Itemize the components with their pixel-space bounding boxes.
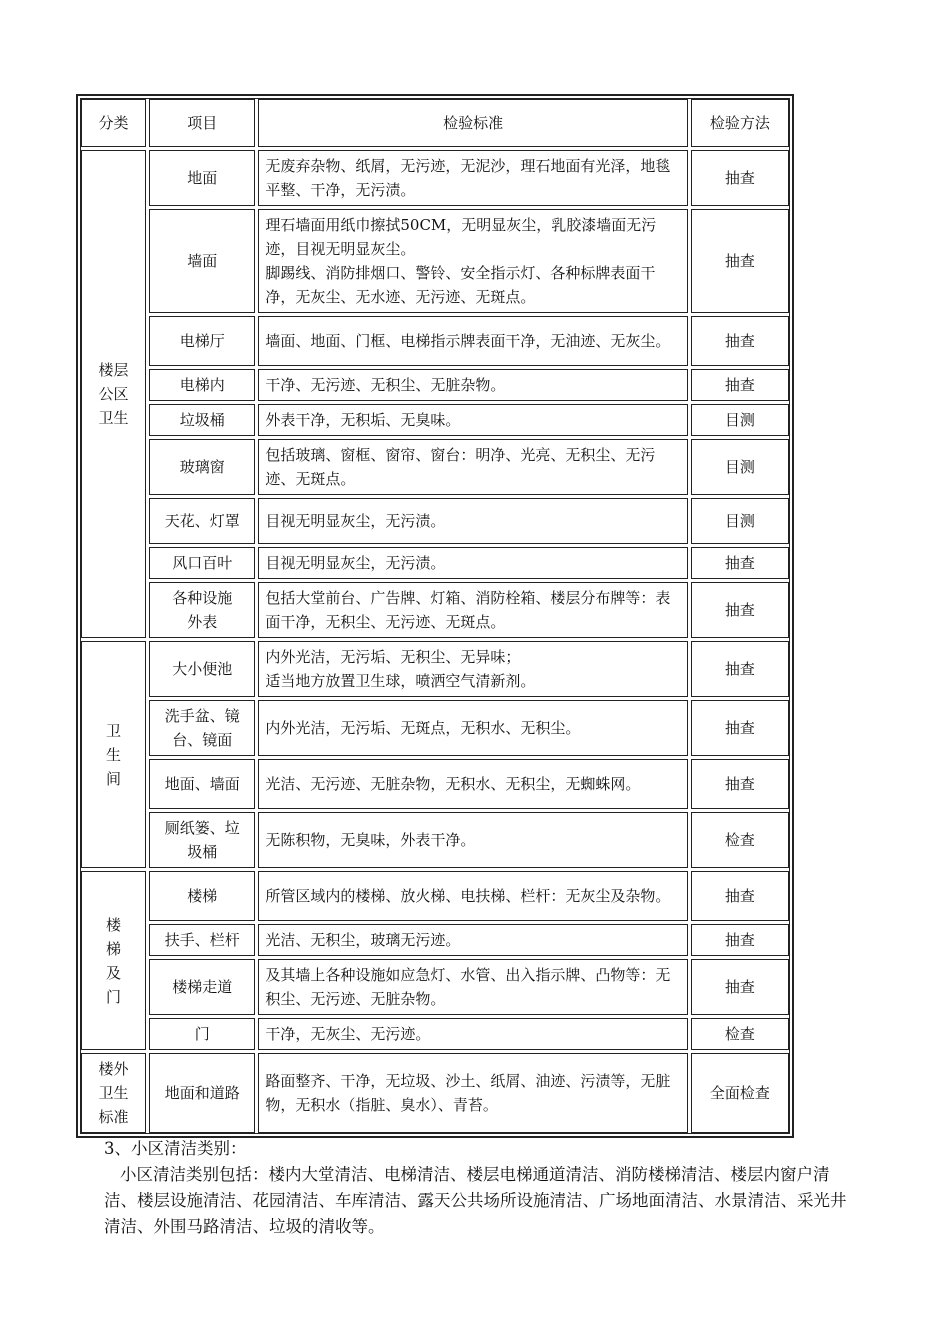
category-cell bbox=[81, 871, 146, 1050]
method-cell: 抽查 bbox=[691, 547, 789, 579]
item-line: 墙面 bbox=[187, 252, 218, 270]
standard-cell bbox=[258, 582, 687, 638]
standard-line: 内外光洁，无污垢、无积尘、无异味； bbox=[265, 648, 521, 666]
method-cell: 抽查 bbox=[691, 759, 789, 809]
item-cell bbox=[149, 582, 255, 638]
standard-line: 无陈积物，无臭味，外表干净。 bbox=[265, 831, 476, 849]
table-row bbox=[81, 150, 789, 206]
category-line: 标准 bbox=[98, 1108, 129, 1126]
standard-cell bbox=[258, 1053, 687, 1133]
standard-cell bbox=[258, 498, 687, 544]
method-cell: 全面检查 bbox=[691, 1053, 789, 1133]
standard-cell bbox=[258, 759, 687, 809]
category-line: 楼层 bbox=[98, 361, 129, 379]
category-line: 卫 bbox=[106, 721, 122, 740]
item-line: 台、镜面 bbox=[172, 731, 233, 749]
item-cell bbox=[149, 1053, 255, 1133]
category-line: 卫生 bbox=[98, 409, 129, 427]
standard-line: 无废弃杂物、纸屑，无污迹，无泥沙，理石地面有光泽，地毯平整、干净，无污渍。 bbox=[265, 157, 671, 199]
method-cell: 抽查 bbox=[691, 316, 789, 366]
method-cell: 目测 bbox=[691, 498, 789, 544]
category-line: 卫生 bbox=[98, 1084, 129, 1102]
standard-line: 外表干净，无积垢、无臭味。 bbox=[265, 411, 461, 429]
category-line: 梯 bbox=[106, 939, 122, 958]
standard-line: 及其墙上各种设施如应急灯、水管、出入指示牌、凸物等：无积尘、无污迹、无脏杂物。 bbox=[265, 966, 671, 1008]
standard-cell bbox=[258, 209, 687, 313]
standard-line: 光洁、无积尘，玻璃无污迹。 bbox=[265, 931, 461, 949]
category-line: 公区 bbox=[98, 385, 129, 403]
standard-line: 脚踢线、消防排烟口、警铃、安全指示灯、各种标牌表面干净，无灰尘、无水迹、无污迹、无斑点。 bbox=[265, 264, 656, 306]
item-line: 楼梯走道 bbox=[172, 978, 233, 996]
item-line: 电梯厅 bbox=[179, 332, 225, 350]
section-paragraph: 小区清洁类别包括：楼内大堂清洁、电梯清洁、楼层电梯通道清洁、消防楼梯清洁、楼层内窗户清洁、楼层设施清洁、花园清洁、车库清洁、露天公共场所设施清洁、广场地面清洁、水景清洁、采光井清洁、外围马路清洁、垃圾的清收等。 bbox=[104, 1165, 847, 1236]
table-row bbox=[81, 1018, 789, 1050]
item-line: 地面 bbox=[187, 169, 218, 187]
category-line: 楼 bbox=[106, 915, 122, 934]
table-row bbox=[81, 316, 789, 366]
method-cell: 抽查 bbox=[691, 871, 789, 921]
item-line: 扶手、栏杆 bbox=[164, 931, 240, 949]
method-cell: 抽查 bbox=[691, 959, 789, 1015]
standard-line: 包括玻璃、窗框、窗帘、窗台：明净、光亮、无积尘、无污迹、无斑点。 bbox=[265, 446, 656, 488]
item-cell bbox=[149, 209, 255, 313]
method-cell: 抽查 bbox=[691, 582, 789, 638]
table-row bbox=[81, 209, 789, 313]
standard-line: 光洁、无污迹、无脏杂物，无积水、无积尘，无蜘蛛网。 bbox=[265, 775, 641, 793]
standard-cell bbox=[258, 1018, 687, 1050]
item-cell bbox=[149, 547, 255, 579]
item-cell bbox=[149, 439, 255, 495]
table-row bbox=[81, 582, 789, 638]
table-row bbox=[81, 924, 789, 956]
table-row bbox=[81, 759, 789, 809]
standard-line: 理石墙面用纸巾擦拭50CM，无明显灰尘，乳胶漆墙面无污迹，目视无明显灰尘。 bbox=[265, 216, 657, 258]
table-row bbox=[81, 404, 789, 436]
category-line: 生 bbox=[106, 745, 122, 764]
item-line: 地面、墙面 bbox=[164, 775, 240, 793]
standard-cell bbox=[258, 439, 687, 495]
standard-cell bbox=[258, 547, 687, 579]
item-line: 楼梯 bbox=[187, 887, 218, 905]
item-cell bbox=[149, 369, 255, 401]
category-line: 楼外 bbox=[98, 1060, 129, 1078]
cleaning-categories-section bbox=[104, 1136, 854, 1240]
standard-line: 适当地方放置卫生球，喷洒空气清新剂。 bbox=[265, 672, 536, 690]
item-line: 各种设施 bbox=[172, 589, 233, 607]
item-cell bbox=[149, 316, 255, 366]
standard-cell bbox=[258, 404, 687, 436]
table-body bbox=[81, 150, 789, 1133]
item-line: 玻璃窗 bbox=[179, 458, 225, 476]
standard-cell bbox=[258, 959, 687, 1015]
table-row bbox=[81, 641, 789, 697]
method-cell: 抽查 bbox=[691, 641, 789, 697]
header-standard: 检验标准 bbox=[258, 99, 687, 147]
table-row bbox=[81, 369, 789, 401]
item-line: 风口百叶 bbox=[172, 554, 233, 572]
method-cell: 抽查 bbox=[691, 209, 789, 313]
standard-line: 所管区域内的楼梯、放火梯、电扶梯、栏杆：无灰尘及杂物。 bbox=[265, 887, 671, 905]
item-cell bbox=[149, 812, 255, 868]
standard-cell bbox=[258, 871, 687, 921]
category-line: 间 bbox=[106, 769, 122, 788]
category-cell bbox=[81, 641, 146, 868]
item-cell bbox=[149, 1018, 255, 1050]
item-line: 圾桶 bbox=[187, 843, 218, 861]
standard-line: 墙面、地面、门框、电梯指示牌表面干净，无油迹、无灰尘。 bbox=[265, 332, 671, 350]
item-line: 厕纸篓、垃 bbox=[164, 819, 240, 837]
section-heading: 3、小区清洁类别： bbox=[104, 1139, 247, 1158]
standard-cell bbox=[258, 369, 687, 401]
inspection-sheet bbox=[76, 94, 794, 1138]
method-cell: 抽查 bbox=[691, 150, 789, 206]
standard-line: 目视无明显灰尘，无污渍。 bbox=[265, 512, 446, 530]
item-line: 门 bbox=[194, 1025, 210, 1043]
item-cell bbox=[149, 641, 255, 697]
standard-cell bbox=[258, 150, 687, 206]
method-cell: 检查 bbox=[691, 1018, 789, 1050]
method-cell: 目测 bbox=[691, 404, 789, 436]
standard-line: 内外光洁，无污垢、无斑点，无积水、无积尘。 bbox=[265, 719, 581, 737]
item-line: 天花、灯罩 bbox=[164, 512, 240, 530]
table-row bbox=[81, 959, 789, 1015]
item-line: 电梯内 bbox=[179, 376, 225, 394]
item-line: 外表 bbox=[187, 613, 218, 631]
table-row bbox=[81, 547, 789, 579]
table-row bbox=[81, 812, 789, 868]
method-cell: 目测 bbox=[691, 439, 789, 495]
item-line: 洗手盆、镜 bbox=[164, 707, 240, 725]
table-row bbox=[81, 1053, 789, 1133]
table-row bbox=[81, 439, 789, 495]
item-line: 大小便池 bbox=[172, 660, 233, 678]
category-cell bbox=[81, 150, 146, 638]
table-header-row bbox=[81, 99, 789, 147]
standard-line: 干净、无污迹、无积尘、无脏杂物。 bbox=[265, 376, 506, 394]
item-line: 垃圾桶 bbox=[179, 411, 225, 429]
category-line: 门 bbox=[106, 987, 122, 1006]
table-row bbox=[81, 498, 789, 544]
item-cell bbox=[149, 498, 255, 544]
table-row bbox=[81, 700, 789, 756]
standard-cell bbox=[258, 641, 687, 697]
method-cell: 抽查 bbox=[691, 369, 789, 401]
standard-line: 干净，无灰尘、无污迹。 bbox=[265, 1025, 431, 1043]
standard-cell bbox=[258, 316, 687, 366]
header-category: 分类 bbox=[81, 99, 146, 147]
inspection-standards-table bbox=[76, 94, 794, 1138]
header-item: 项目 bbox=[149, 99, 255, 147]
item-cell bbox=[149, 150, 255, 206]
standard-line: 包括大堂前台、广告牌、灯箱、消防栓箱、楼层分布牌等：表面干净，无积尘、无污迹、无斑点。 bbox=[265, 589, 671, 631]
item-cell bbox=[149, 700, 255, 756]
method-cell: 抽查 bbox=[691, 700, 789, 756]
standard-cell bbox=[258, 924, 687, 956]
category-cell bbox=[81, 1053, 146, 1133]
table-row bbox=[81, 871, 789, 921]
method-cell: 抽查 bbox=[691, 924, 789, 956]
header-method: 检验方法 bbox=[691, 99, 789, 147]
item-cell bbox=[149, 871, 255, 921]
method-cell: 检查 bbox=[691, 812, 789, 868]
item-cell bbox=[149, 404, 255, 436]
item-cell bbox=[149, 924, 255, 956]
item-line: 地面和道路 bbox=[164, 1084, 240, 1102]
standard-cell bbox=[258, 812, 687, 868]
standard-line: 目视无明显灰尘，无污渍。 bbox=[265, 554, 446, 572]
standard-line: 路面整齐、干净，无垃圾、沙土、纸屑、油迹、污渍等，无脏物，无积水（指脏、臭水）、青苔。 bbox=[265, 1072, 671, 1114]
item-cell bbox=[149, 759, 255, 809]
standard-cell bbox=[258, 700, 687, 756]
item-cell bbox=[149, 959, 255, 1015]
category-line: 及 bbox=[106, 963, 122, 982]
